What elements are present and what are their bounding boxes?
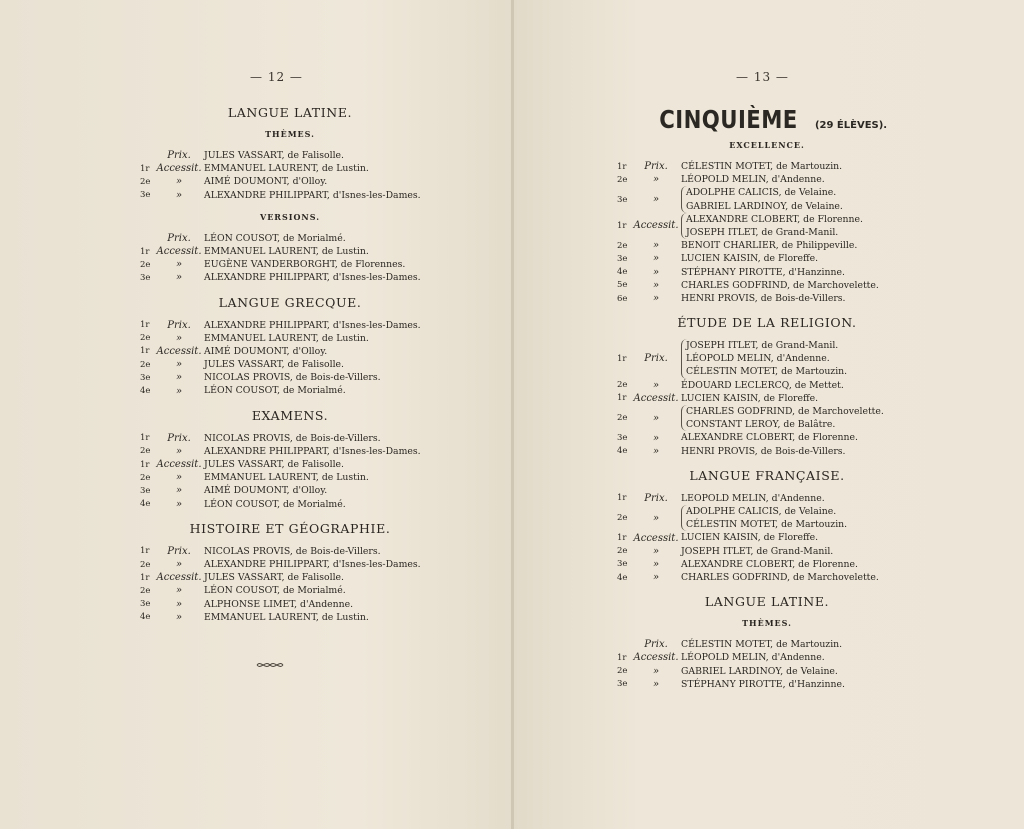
student-name: EMMANUEL LAURENT, de Lustin. xyxy=(204,332,369,344)
entry-rank: 1r xyxy=(617,493,627,504)
entry-label: » xyxy=(175,272,183,284)
student-name: AIMÉ DOUMONT, d'Olloy. xyxy=(204,176,328,188)
prize-section xyxy=(617,594,917,701)
student-name: CÉLESTIN MOTET, de Martouzin. xyxy=(681,161,843,172)
prize-section xyxy=(140,521,440,634)
student-name: ADOLPHE CALICIS, de Velaine. xyxy=(686,187,837,199)
prize-section xyxy=(617,140,917,315)
entry-rank: 1r xyxy=(617,161,627,172)
prize-entry xyxy=(140,371,440,384)
student-name: NICOLAS PROVIS, de Bois-de-Villers. xyxy=(204,432,381,444)
section-title: EXAMENS. xyxy=(251,407,329,423)
entry-names xyxy=(204,584,346,597)
entry-label: Prix. xyxy=(167,150,191,162)
entry-names xyxy=(681,379,844,392)
entry-names xyxy=(681,252,818,265)
entry-rank: 2e xyxy=(140,176,151,187)
entry-rank: 3e xyxy=(617,194,628,205)
prize-entry xyxy=(617,638,917,651)
prize-entry xyxy=(617,292,917,305)
prize-entry xyxy=(140,432,440,445)
entry-names xyxy=(204,175,327,188)
prize-entry xyxy=(140,498,440,511)
prize-entry xyxy=(617,252,917,265)
entry-rank: 3e xyxy=(140,372,151,383)
section-gap xyxy=(140,398,440,408)
entry-label: » xyxy=(652,266,660,278)
entry-label: » xyxy=(652,445,660,457)
student-name: CÉLESTIN MOTET, de Martouzin. xyxy=(686,366,848,378)
entry-label: » xyxy=(652,174,660,186)
entry-rank: 2e xyxy=(140,359,151,370)
prize-entry xyxy=(140,149,440,162)
entry-rank: 2e xyxy=(140,585,151,596)
prize-entry xyxy=(140,384,440,397)
student-name: JULES VASSART, de Falisolle. xyxy=(204,459,345,470)
entry-label: Prix. xyxy=(644,353,668,365)
prize-entry xyxy=(140,245,440,258)
entry-label: » xyxy=(652,665,660,677)
entry-label: Accessit. xyxy=(156,345,202,357)
entry-label: » xyxy=(652,572,660,584)
entry-label: » xyxy=(175,611,183,623)
entry-names xyxy=(204,611,369,624)
section-title: ÉTUDE DE LA RELIGION. xyxy=(677,315,857,331)
student-name: ÉDOUARD LECLERCQ, de Mettet. xyxy=(681,379,844,391)
prize-entry xyxy=(140,332,440,345)
section-title: HISTOIRE ET GÉOGRAPHIE. xyxy=(189,520,391,536)
student-name: ALEXANDRE CLOBERT, de Florenne. xyxy=(686,213,863,225)
class-name: CINQUIÈME xyxy=(659,105,798,134)
student-name: EMMANUEL LAURENT, de Lustin. xyxy=(204,245,369,257)
section-gap xyxy=(617,691,917,701)
prize-entry xyxy=(617,239,917,252)
student-name: ALPHONSE LIMET, d'Andenne. xyxy=(204,598,354,610)
class-count: (29 ÉLÈVES). xyxy=(814,120,888,131)
entry-rank: 2e xyxy=(617,240,628,251)
entry-label: Accessit. xyxy=(633,392,679,404)
student-name: ALEXANDRE PHILIPPART, d'Isnes-les-Dames. xyxy=(204,445,421,457)
entry-rank: 3e xyxy=(140,599,151,610)
entry-label: » xyxy=(175,472,183,484)
prize-entry xyxy=(617,213,917,239)
prize-entry xyxy=(617,405,917,431)
entry-rank: 4e xyxy=(140,612,151,623)
entry-names xyxy=(681,445,846,458)
student-name: EMMANUEL LAURENT, de Lustin. xyxy=(204,163,369,175)
student-name: AIMÉ DOUMONT, d'Olloy. xyxy=(204,485,328,497)
entry-rank: 2e xyxy=(617,413,628,424)
student-name: CÉLESTIN MOTET, de Martouzin. xyxy=(681,639,843,651)
student-name: JULES VASSART, de Falisolle. xyxy=(204,572,345,584)
section-gap xyxy=(617,305,917,315)
section-subtitle: THÈMES. xyxy=(742,618,792,629)
entry-names xyxy=(681,173,825,186)
student-name: GABRIEL LARDINOY, de Velaine. xyxy=(686,200,843,212)
entry-rank: 1r xyxy=(140,320,150,331)
entry-names xyxy=(204,319,421,332)
entry-rank: 4e xyxy=(617,446,628,457)
section-gap xyxy=(140,511,440,521)
prize-entry xyxy=(617,558,917,571)
section-gap xyxy=(140,285,440,295)
entry-label: Prix. xyxy=(644,639,668,651)
entry-rank: 2e xyxy=(617,380,628,391)
section-title: LANGUE FRANÇAISE. xyxy=(689,467,845,483)
right-page-content xyxy=(617,105,917,701)
page-number: — 13 — xyxy=(736,70,789,84)
prize-entry xyxy=(617,431,917,444)
entry-label: Prix. xyxy=(167,432,191,444)
prize-entry xyxy=(140,584,440,597)
left-page-content xyxy=(140,105,440,634)
entry-label: » xyxy=(652,240,660,252)
student-name: LÉON COUSOT, de Morialmé. xyxy=(204,385,346,397)
prize-entry xyxy=(140,545,440,558)
entry-rank: 1r xyxy=(140,346,150,357)
entry-rank: 2e xyxy=(140,446,151,457)
section-title: LANGUE LATINE. xyxy=(227,105,353,120)
student-name: JULES VASSART, de Falisolle. xyxy=(204,359,345,371)
entry-label: » xyxy=(175,445,183,457)
entry-rank: 4e xyxy=(617,572,628,583)
student-name: EMMANUEL LAURENT, de Lustin. xyxy=(204,611,369,623)
student-name: JOSEPH ITLET, de Grand-Manil. xyxy=(686,226,839,238)
prize-section xyxy=(140,105,440,212)
prize-entry xyxy=(617,571,917,584)
entry-names xyxy=(204,332,369,345)
prize-entry xyxy=(617,279,917,292)
student-name: ALEXANDRE CLOBERT, de Florenne. xyxy=(681,558,858,570)
prize-entry xyxy=(617,186,917,212)
entry-rank: 1r xyxy=(617,220,627,231)
entry-names xyxy=(681,266,845,279)
entry-rank: 3e xyxy=(140,485,151,496)
entry-rank: 5e xyxy=(617,280,628,291)
entry-names xyxy=(204,598,353,611)
entry-label: » xyxy=(652,279,660,291)
prize-entry xyxy=(140,484,440,497)
entry-label: » xyxy=(652,545,660,557)
student-name: CHARLES GODFRIND, de Marchovelette. xyxy=(681,279,879,291)
entry-rank: 3e xyxy=(617,253,628,264)
prize-entry xyxy=(140,232,440,245)
entry-label: Accessit. xyxy=(633,220,679,232)
page-number: — 12 — xyxy=(250,70,303,84)
entry-names xyxy=(681,339,847,379)
prize-entry xyxy=(140,358,440,371)
entry-rank: 4e xyxy=(617,267,628,278)
entry-label: » xyxy=(175,559,183,571)
prize-entry xyxy=(617,173,917,186)
entry-names xyxy=(204,358,344,371)
entry-label: Prix. xyxy=(167,545,191,557)
entry-rank: 1r xyxy=(617,652,627,663)
student-name: CHARLES GODFRIND, de Marchovelette. xyxy=(686,406,884,418)
entry-label: Accessit. xyxy=(156,572,202,584)
entry-rank: 6e xyxy=(617,293,628,304)
entry-label: » xyxy=(652,558,660,570)
entry-rank: 1r xyxy=(617,533,627,543)
entry-names xyxy=(204,232,346,245)
student-name: AIMÉ DOUMONT, d'Olloy. xyxy=(204,345,328,357)
student-name: LÉON COUSOT, de Morialmé. xyxy=(204,585,346,597)
student-name: CÉLESTIN MOTET, de Martouzin. xyxy=(686,519,848,531)
entry-rank: 1r xyxy=(140,459,150,470)
prize-entry xyxy=(617,665,917,678)
student-name: LUCIEN KAISIN, de Floreffe. xyxy=(681,392,819,404)
student-name: LÉOPOLD MELIN, d'Andenne. xyxy=(681,652,825,664)
entry-names xyxy=(681,505,847,531)
student-name: EUGÈNE VANDERBORGHT, de Florennes. xyxy=(204,259,406,271)
entry-names xyxy=(204,384,346,397)
entry-label: » xyxy=(175,598,183,610)
entry-names xyxy=(204,571,344,584)
entry-rank: 3e xyxy=(617,433,628,444)
prize-entry xyxy=(617,445,917,458)
prize-entry xyxy=(140,319,440,332)
entry-rank: 2e xyxy=(617,513,628,524)
entry-rank: 1r xyxy=(140,572,150,583)
entry-label: » xyxy=(175,259,183,271)
entry-names xyxy=(204,471,369,484)
prize-entry xyxy=(617,678,917,691)
student-name: ADOLPHE CALICIS, de Velaine. xyxy=(686,506,837,518)
prize-section xyxy=(617,315,917,468)
entry-label: » xyxy=(652,293,660,304)
entry-rank: 4e xyxy=(140,499,151,510)
student-name: LUCIEN KAISIN, de Floreffe. xyxy=(681,253,819,265)
entry-names xyxy=(681,392,818,405)
prize-entry xyxy=(140,571,440,584)
entry-names xyxy=(681,531,818,544)
entry-label: Prix. xyxy=(644,161,668,173)
entry-names xyxy=(204,371,381,384)
entry-label: » xyxy=(175,372,183,384)
entry-label: Accessit. xyxy=(156,459,202,471)
entry-rank: 2e xyxy=(617,546,628,557)
entry-rank: 1r xyxy=(617,393,627,404)
entry-names xyxy=(204,458,344,471)
entry-names xyxy=(204,498,346,511)
student-name: ALEXANDRE PHILIPPART, d'Isnes-les-Dames. xyxy=(204,319,421,331)
prize-entry xyxy=(617,651,917,664)
student-name: CHARLES GODFRIND, de Marchovelette. xyxy=(681,571,879,583)
prize-entry xyxy=(140,558,440,571)
entry-names xyxy=(681,160,842,173)
entry-rank: 4e xyxy=(140,386,151,397)
entry-names xyxy=(204,558,421,571)
entry-label: » xyxy=(175,359,183,371)
entry-names xyxy=(681,431,858,444)
section-gap xyxy=(140,202,440,212)
entry-label: » xyxy=(175,176,183,188)
entry-rank: 3e xyxy=(617,559,628,570)
prize-entry xyxy=(140,611,440,624)
entry-names xyxy=(681,492,825,505)
entry-rank: 1r xyxy=(140,433,150,444)
student-name: JULES VASSART, de Falisolle. xyxy=(204,150,345,161)
student-name: LÉOPOLD MELIN, d'Andenne. xyxy=(686,353,830,365)
student-name: JOSEPH ITLET, de Grand-Manil. xyxy=(686,340,839,352)
student-name: LÉOPOLD MELIN, d'Andenne. xyxy=(681,174,825,186)
entry-rank: 2e xyxy=(617,666,628,677)
section-subtitle: EXCELLENCE. xyxy=(729,140,805,150)
prize-section xyxy=(140,408,440,521)
student-name: HENRI PROVIS, de Bois-de-Villers. xyxy=(681,445,846,457)
section-subtitle: VERSIONS. xyxy=(259,211,321,222)
entry-rank: 1r xyxy=(140,246,150,257)
entry-names xyxy=(204,432,381,445)
entry-label: » xyxy=(652,432,660,444)
student-name: LÉON COUSOT, de Morialmé. xyxy=(204,232,346,244)
entry-rank: 1r xyxy=(140,163,150,174)
entry-names xyxy=(204,545,381,558)
entry-names xyxy=(681,545,833,558)
prize-entry xyxy=(617,266,917,279)
prize-entry xyxy=(617,160,917,173)
student-name: STÉPHANY PIROTTE, d'Hanzinne. xyxy=(681,678,845,690)
entry-label: Accessit. xyxy=(156,163,202,175)
entry-label: Accessit. xyxy=(633,532,679,544)
student-name: LEOPOLD MELIN, d'Andenne. xyxy=(681,492,825,504)
student-name: ALEXANDRE CLOBERT, de Florenne. xyxy=(681,432,858,444)
entry-names xyxy=(681,558,858,571)
entry-names xyxy=(204,189,421,202)
prize-entry xyxy=(617,492,917,505)
prize-entry xyxy=(617,545,917,558)
entry-names xyxy=(681,638,842,651)
entry-names xyxy=(681,279,879,292)
section-title: LANGUE LATINE. xyxy=(704,594,830,610)
student-name: LÉON COUSOT, de Morialmé. xyxy=(204,498,346,510)
section-gap xyxy=(617,458,917,468)
entry-label: Prix. xyxy=(644,492,668,504)
prize-entry xyxy=(140,162,440,175)
student-name: BENOIT CHARLIER, de Philippeville. xyxy=(681,240,858,252)
entry-label: » xyxy=(175,332,183,344)
prize-entry xyxy=(617,339,917,379)
entry-names xyxy=(204,345,327,358)
section-subtitle: THÈMES. xyxy=(265,129,315,139)
entry-names xyxy=(204,258,405,271)
entry-names xyxy=(204,162,369,175)
student-name: GABRIEL LARDINOY, de Velaine. xyxy=(681,665,838,677)
student-name: HENRI PROVIS, de Bois-de-Villers. xyxy=(681,292,846,304)
entry-rank: 3e xyxy=(140,272,151,283)
entry-label: Accessit. xyxy=(156,246,202,258)
prize-entry xyxy=(140,471,440,484)
student-name: ALEXANDRE PHILIPPART, d'Isnes-les-Dames. xyxy=(204,189,421,201)
prize-entry xyxy=(140,598,440,611)
entry-label: » xyxy=(652,678,660,690)
entry-names xyxy=(204,149,344,162)
ornament-icon xyxy=(255,660,285,670)
entry-names xyxy=(681,292,846,305)
student-name: CONSTANT LEROY, de Balâtre. xyxy=(686,419,836,431)
student-name: NICOLAS PROVIS, de Bois-de-Villers. xyxy=(204,372,381,384)
prize-entry xyxy=(617,392,917,405)
prize-entry xyxy=(140,445,440,458)
student-name: ALEXANDRE PHILIPPART, d'Isnes-les-Dames. xyxy=(204,558,421,570)
entry-label: » xyxy=(175,498,183,510)
prize-entry xyxy=(617,379,917,392)
class-title xyxy=(617,105,917,134)
prize-entry xyxy=(140,189,440,202)
prize-entry xyxy=(140,271,440,284)
entry-label: » xyxy=(652,412,660,424)
entry-rank: 1r xyxy=(617,353,627,364)
entry-label: » xyxy=(652,194,660,206)
entry-names xyxy=(204,484,327,497)
entry-names xyxy=(681,678,845,691)
prize-entry xyxy=(140,458,440,471)
entry-label: » xyxy=(652,512,660,524)
entry-label: Accessit. xyxy=(633,652,679,664)
entry-names xyxy=(681,186,843,212)
entry-rank: 3e xyxy=(140,190,151,201)
student-name: ALEXANDRE PHILIPPART, d'Isnes-les-Dames. xyxy=(204,272,421,284)
entry-rank: 2e xyxy=(140,559,151,570)
entry-rank: 2e xyxy=(140,333,151,344)
entry-names xyxy=(204,245,369,258)
entry-label: » xyxy=(175,485,183,497)
entry-label: » xyxy=(175,585,183,597)
student-name: STÉPHANY PIROTTE, d'Hanzinne. xyxy=(681,266,845,278)
entry-names xyxy=(204,271,421,284)
entry-label: » xyxy=(652,379,660,391)
entry-label: Prix. xyxy=(167,232,191,244)
student-name: EMMANUEL LAURENT, de Lustin. xyxy=(204,472,369,484)
student-name: NICOLAS PROVIS, de Bois-de-Villers. xyxy=(204,545,381,557)
prize-entry xyxy=(617,505,917,531)
entry-rank: 1r xyxy=(140,546,150,557)
entry-names xyxy=(681,665,838,678)
entry-rank: 2e xyxy=(140,259,151,270)
entry-rank: 2e xyxy=(140,472,151,483)
entry-label: » xyxy=(175,189,183,201)
prize-section xyxy=(140,212,440,295)
prize-section xyxy=(617,468,917,594)
prize-entry xyxy=(140,175,440,188)
entry-names xyxy=(204,445,421,458)
section-title: LANGUE GRECQUE. xyxy=(218,294,362,310)
student-name: LUCIEN KAISIN, de Floreffe. xyxy=(681,532,819,544)
entry-label: » xyxy=(652,253,660,265)
prize-section xyxy=(140,295,440,408)
section-gap xyxy=(140,624,440,634)
entry-label: » xyxy=(175,385,183,397)
prize-entry xyxy=(140,258,440,271)
entry-names xyxy=(681,651,825,664)
entry-label: Prix. xyxy=(167,319,191,331)
right-page xyxy=(514,0,1024,829)
student-name: JOSEPH ITLET, de Grand-Manil. xyxy=(681,545,834,557)
entry-rank: 2e xyxy=(617,174,628,185)
entry-names xyxy=(681,405,884,431)
entry-rank: 3e xyxy=(617,679,628,690)
section-gap xyxy=(617,584,917,594)
entry-names xyxy=(681,213,863,239)
prize-entry xyxy=(140,345,440,358)
prize-entry xyxy=(617,531,917,544)
entry-names xyxy=(681,239,857,252)
entry-names xyxy=(681,571,879,584)
